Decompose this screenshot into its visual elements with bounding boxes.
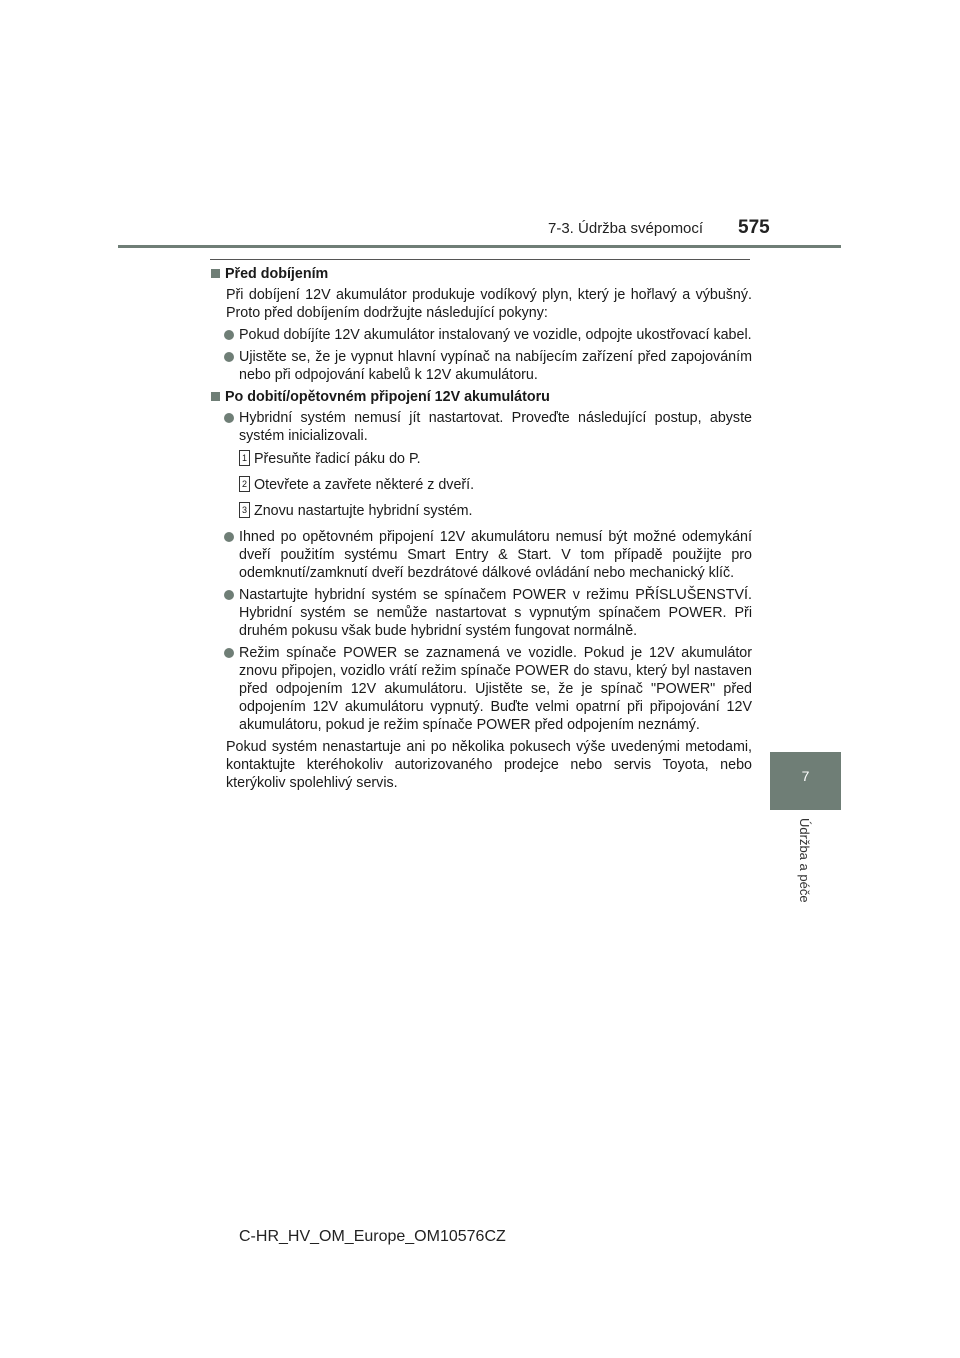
step-item [211,476,752,494]
intro-paragraph: Při dobíjení 12V akumulátor produkuje vodíkový plyn, který je hořlavý a výbušný. Proto před dobíjením dodržujte následující pokyny: [226,287,752,321]
section-heading-text: Po dobití/opětovném připojení 12V akumulátoru [225,389,550,405]
step-text: Přesuňte řadicí páku do P. [254,451,421,467]
step-number-box: 3 [239,502,250,518]
step-text: Znovu nastartujte hybridní systém. [254,503,473,519]
step-text: Otevřete a zavřete některé z dveří. [254,477,475,493]
bullet-item [211,644,752,734]
round-bullet-icon [224,413,234,423]
bullet-item [211,326,752,344]
bullet-item [211,586,752,640]
closing-paragraph: Pokud systém nenastartuje ani po několika pokusech výše uvedenými metodami, kontaktujte kteréhokoliv autorizovaného prodejce nebo servis Toyota, nebo kterýkoliv spolehlivý servis. [226,739,752,791]
round-bullet-icon [224,352,234,362]
square-bullet-icon [211,392,220,401]
header-section-title: 7-3. Údržba svépomocí [548,220,704,237]
bullet-text: Pokud dobíjíte 12V akumulátor instalovaný ve vozidle, odpojte ukostřovací kabel. [239,327,752,343]
page-number: 575 [738,217,770,238]
section-heading-text: Před dobíjením [225,266,329,282]
bullet-item [211,528,752,582]
section-heading-before-charging [211,265,752,283]
section-heading-after-charging [211,388,752,406]
step-item [211,502,752,520]
chapter-label: Údržba a péče [797,818,812,903]
step-item [211,450,752,468]
round-bullet-icon [224,648,234,658]
round-bullet-icon [224,532,234,542]
bullet-item [211,348,752,384]
chapter-tab [770,752,841,810]
bullet-text: Ihned po opětovném připojení 12V akumulátoru nemusí být možné odemykání dveří použitím systému Smart Entry & Start. V tom případě použijte pro odemknutí/zamknutí dveří bezdrátové dálkové ovládání nebo mechanický klíč. [239,529,752,581]
round-bullet-icon [224,590,234,600]
step-number-box: 2 [239,476,250,492]
chapter-number: 7 [801,768,810,784]
page-content [211,265,752,792]
bullet-text: Hybridní systém nemusí jít nastartovat. Proveďte následující postup, abyste systém inicializovali. [239,410,752,444]
square-bullet-icon [211,269,220,278]
bullet-text: Ujistěte se, že je vypnut hlavní vypínač na nabíjecím zařízení před zapojováním nebo při odpojování kabelů k 12V akumulátoru. [239,349,752,383]
bullet-text: Režim spínače POWER se zaznamená ve vozidle. Pokud je 12V akumulátor znovu připojen, vozidlo vrátí režim spínače POWER do stavu, který byl nastaven před odpojením 12V akumulátoru. Ujistěte se, že je spínač "POWER" před odpojením 12V akumulátoru vypnutý. Buďte velmi opatrní při připojování 12V akumulátoru, pokud je režim spínače POWER před odpojením neznámý. [239,645,752,733]
content-rule [210,259,750,260]
round-bullet-icon [224,330,234,340]
bullet-item [211,409,752,445]
footer-doc-code: C-HR_HV_OM_Europe_OM10576CZ [239,1228,506,1245]
step-number-box: 1 [239,450,250,466]
bullet-text: Nastartujte hybridní systém se spínačem POWER v režimu PŘÍSLUŠENSTVÍ. Hybridní systém se nemůže nastartovat s vypnutým spínačem POWER. Při druhém pokusu však bude hybridní systém fungovat normálně. [239,587,752,639]
header-rule [118,245,841,248]
